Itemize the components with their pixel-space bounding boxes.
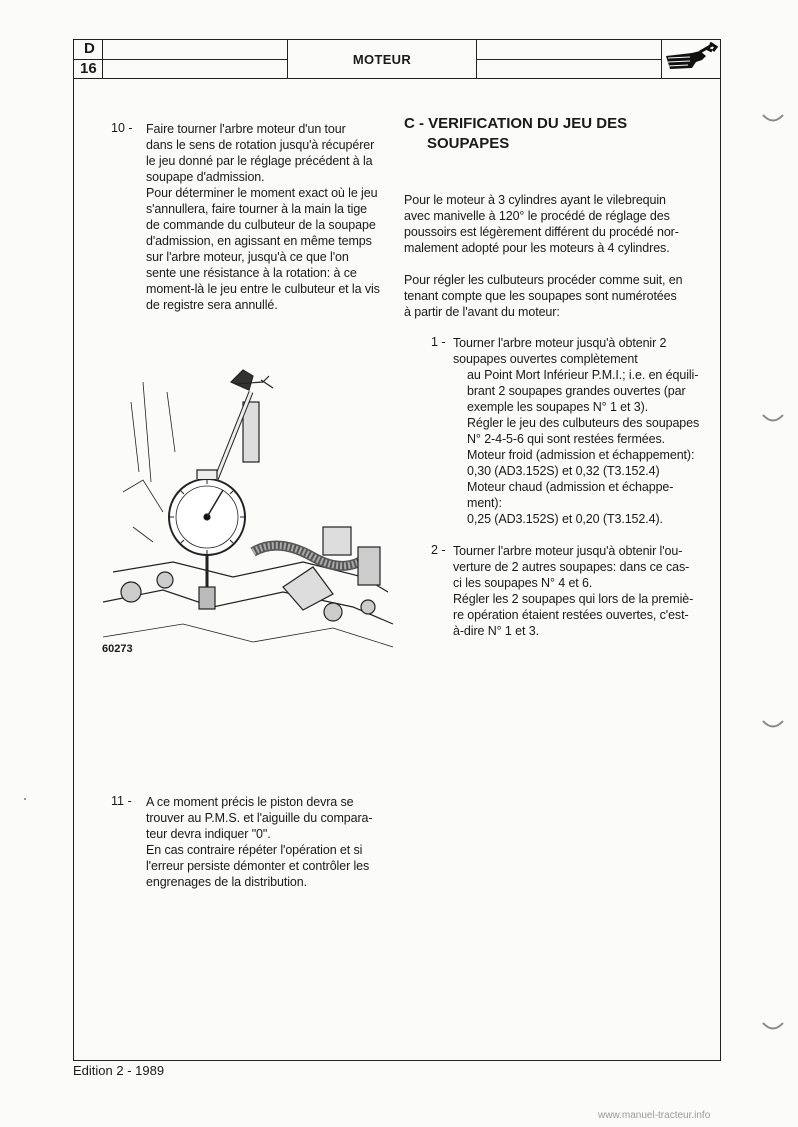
item-2-line: Régler les 2 soupapes qui lors de la premiè-: [453, 592, 694, 606]
item-2-line: verture de 2 autres soupapes: dans ce cas-: [453, 560, 690, 574]
binder-hole-mark: [762, 112, 784, 126]
item-1-line: Moteur chaud (admission et échappe-: [467, 480, 674, 494]
item-2-number: 2 -: [431, 543, 446, 557]
step-10-line: de registre sera annullé.: [146, 298, 278, 312]
paragraph-line: poussoirs est légèrement différent du procédé nor-: [404, 225, 679, 239]
step-10-line: de commande du culbuteur de la soupape: [146, 218, 376, 232]
item-1-line: soupapes ouvertes complètement: [453, 352, 638, 366]
item-1-line: exemple les soupapes N° 1 et 3).: [467, 400, 649, 414]
item-1-line: au Point Mort Inférieur P.M.I.; i.e. en équili-: [467, 368, 699, 382]
item-1-line: N° 2-4-5-6 qui sont restées fermées.: [467, 432, 666, 446]
step-11-line: engrenages de la distribution.: [146, 875, 308, 889]
section-heading-line-2: SOUPAPES: [427, 135, 510, 152]
edition-footer: Edition 2 - 1989: [73, 1063, 165, 1078]
item-1-line: ment):: [467, 496, 502, 510]
figure-reference-number: 60273: [102, 643, 133, 655]
page-title: MOTEUR: [352, 52, 412, 67]
item-2-text: [453, 543, 705, 639]
step-11-line: teur devra indiquer "0".: [146, 827, 271, 841]
step-10-line: soupape d'admission.: [146, 170, 265, 184]
step-10-line: s'annullera, faire tourner à la main la tige: [146, 202, 368, 216]
item-1-line: brant 2 soupapes grandes ouvertes (par: [467, 384, 686, 398]
section-heading-line-1: C - VERIFICATION DU JEU DES: [404, 115, 628, 132]
step-10-line: sur l'arbre moteur, jusqu'à ce que l'on: [146, 250, 349, 264]
item-1-line: Régler le jeu des culbuteurs des soupapes: [467, 416, 700, 430]
section-heading: [404, 114, 704, 154]
binder-hole-mark: [762, 718, 784, 732]
item-2-line: re opération étaient restées ouvertes, c'est-: [453, 608, 689, 622]
paragraph-line: Pour régler les culbuteurs procéder comme suit, en: [404, 273, 683, 287]
step-10-line: Pour déterminer le moment exact où le jeu: [146, 186, 378, 200]
step-10-line: moment-là le jeu entre le culbuteur et la vis: [146, 282, 380, 296]
step-11-line: En cas contraire répéter l'opération et si: [146, 843, 363, 857]
source-watermark: www.manuel-tracteur.info: [598, 1110, 711, 1121]
paragraph-line: avec manivelle à 120° le procédé de réglage des: [404, 209, 670, 223]
header-right-divider: [477, 59, 662, 60]
step-10-line: Faire tourner l'arbre moteur d'un tour: [146, 122, 346, 136]
step-11-text: [146, 794, 390, 890]
step-10-text: [146, 121, 390, 313]
binder-hole-mark: [762, 1020, 784, 1034]
step-10-line: d'admission, en agissant en même temps: [146, 234, 372, 248]
procedure-paragraph: [404, 272, 704, 320]
step-10-line: dans le sens de rotation jusqu'à récupérer: [146, 138, 375, 152]
item-1-text: [453, 335, 705, 527]
item-2-line: Tourner l'arbre moteur jusqu'à obtenir l'ou-: [453, 544, 683, 558]
step-11-number: 11 -: [111, 794, 132, 808]
header-left-divider: [103, 59, 288, 60]
section-letter: D: [84, 40, 95, 57]
step-10-line: le jeu donné par le réglage précédent à la: [146, 154, 373, 168]
step-11-line: trouver au P.M.S. et l'aiguille du compara-: [146, 811, 373, 825]
page-number: 16: [80, 60, 97, 77]
paragraph-line: malement adopté pour les moteurs à 4 cylindres.: [404, 241, 670, 255]
paragraph-line: à partir de l'avant du moteur:: [404, 305, 560, 319]
dial-gauge-rocker-illustration: [103, 362, 395, 657]
item-1-number: 1 -: [431, 335, 446, 349]
intro-paragraph: [404, 192, 704, 256]
item-1-line: 0,30 (AD3.152S) et 0,32 (T3.152.4): [467, 464, 660, 478]
step-11-line: l'erreur persiste démonter et contrôler les: [146, 859, 370, 873]
step-11-line: A ce moment précis le piston devra se: [146, 795, 354, 809]
item-1-line: Tourner l'arbre moteur jusqu'à obtenir 2: [453, 336, 667, 350]
item-2-line: ci les soupapes N° 4 et 6.: [453, 576, 593, 590]
mechanic-hand-wrench-icon: [662, 42, 718, 76]
binder-hole-mark: [762, 412, 784, 426]
paragraph-line: Pour le moteur à 3 cylindres ayant le vilebrequin: [404, 193, 666, 207]
scan-speck: [24, 798, 26, 800]
step-10-number: 10 -: [111, 121, 133, 135]
step-10-line: sente une résistance à la rotation: à ce: [146, 266, 357, 280]
item-1-line: Moteur froid (admission et échappement):: [467, 448, 695, 462]
item-2-line: à-dire N° 1 et 3.: [453, 624, 539, 638]
paragraph-line: tenant compte que les soupapes sont numérotées: [404, 289, 677, 303]
item-1-line: 0,25 (AD3.152S) et 0,20 (T3.152.4).: [467, 512, 663, 526]
